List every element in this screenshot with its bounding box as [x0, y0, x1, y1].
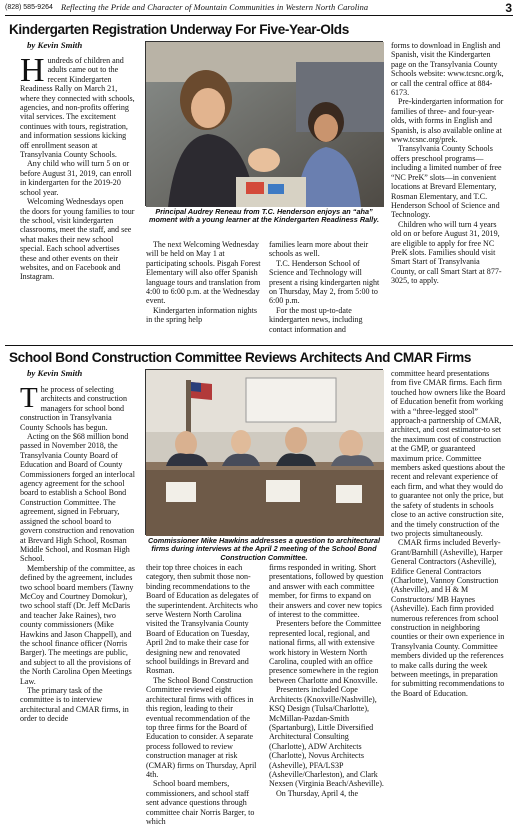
paragraph: he process of selecting architects and construction managers for school bond construction in Transylvania County Schools has begun.	[20, 385, 127, 432]
paragraph: Kindergarten information nights in the spring help	[146, 305, 257, 325]
story2-photo	[145, 369, 383, 535]
paragraph: Transylvania County Schools offers preschool programs—including a limited number of free “NC PreK” slots—in convenient locations at Brevard Elementary, Rosman Elementary, and T.C. Henderson School of Science and Technology.	[391, 144, 502, 220]
story2-headline: School Bond Construction Committee Reviews Architects And CMAR Firms	[9, 350, 471, 365]
story2-column-2	[146, 563, 261, 826]
paragraph: their top three choices in each category, then submit those non-binding recommendations to the Board of Education as delegates of the superintendent. Architects who serve Western North Carolina visited the Transylvania County Board of Education on Tuesday, April 2nd to make their case for designing new and renovated school buildings in Brevard and Rosman.	[146, 563, 259, 676]
paragraph: families learn more about their schools as well.	[269, 240, 369, 259]
paragraph: Children who will turn 4 years old on or before August 31, 2019, are eligible to apply for free NC PreK slots. Families should visit Smart Start of Transylvania County, or call Smart Start at 877-3025, to apply.	[391, 219, 502, 286]
paragraph: Welcoming Wednesdays open the doors for young families to tour the school, visit kindergarten classrooms, meet the staff, and see what makes their new school special. Each school advertises these and other events on their websites, and on Facebook and Instagram.	[20, 197, 135, 282]
paragraph: The next Welcoming Wednesday will be held on May 1 at participating schools. Pisgah Forest Elementary will also offer Spanish language tours and translation from 4:00 to 6:00 p.m. at the Wednesday event.	[146, 240, 261, 306]
story2-column-1	[20, 382, 135, 724]
story1-column-1	[20, 52, 135, 282]
paragraph: committee heard presentations from five CMAR firms. Each firm touched how owners like the Board of Education benefit from working with a “three-legged stool” approach-a partnership of CMAR, architect, and cost estimator-to set the maximum cost of construction at the GMP, or guaranteed maximum price. Committee members asked questions about the recent and relevant experience of each firm, and what they would do to guarantee not only the price, but the safety of students in schools close to an active construction site, and the timely construction of the two projects simultaneously.	[391, 369, 506, 538]
classroom-photo-image	[146, 42, 384, 207]
story1-byline: by Kevin Smith	[27, 40, 83, 50]
paragraph: Presenters before the Committee represented local, regional, and national firms, all with extensive work history in Western North Carolina, coupled with an office presence somewhere in the region between Charlotte and Knoxville.	[269, 619, 382, 685]
paragraph: School board members, commissioners, and school staff sent advance questions through committee chair Norris Barger, to which	[146, 779, 255, 826]
story1-caption: Principal Audrey Reneau from T.C. Henderson enjoys an “aha” moment with a young learner at the Kindergarten Readiness Rally.	[148, 207, 380, 225]
paragraph: Acting on the $68 million bond passed in November 2018, the Transylvania County Board of Education and Board of County Commissioners forged an interlocal agency agreement for the school board to establish a School Bond Construction Committee. The agreement, signed in February, assigned the school board to govern construction and renovation at Brevard High School, Rosman Middle School, and Rosman High School.	[20, 432, 135, 564]
story2-caption: Commissioner Mike Hawkins addresses a question to architectural firms during interviews at the April 2 meeting of the School Bond Construction Committee.	[148, 536, 380, 562]
story1-column-3	[269, 240, 384, 334]
paragraph: Presenters included Cope Architects (Knoxville/Nashville), KSQ Design (Tulsa/Charlotte), McMillan-Pazdan-Smith (Spartanburg), Little Diversified Architectural Consulting (Charlotte), ADW Architects (Charlotte), Novus Architects (Asheville), PFA/LS3P (Asheville/Charleston), and Clark Nexsen (Virginia Beach/Asheville).	[269, 685, 384, 789]
paragraph: Membership of the committee, as defined by the agreement, includes two school board members (Tawny McCoy and Courtney Domokur), two school staff (Dr. Jeff McDaris and teacher Jake Raines), two county commissioners (Mike Hawkins and Jason Chappell), and the school finance officer (Norris Barger). The meetings are public, and subject to all the provisions of the North Carolina Open Meetings Law.	[20, 563, 135, 686]
page-header	[5, 3, 513, 16]
paragraph: T.C. Henderson School of Science and Technology will present a rising kindergarten night on Thursday, May 2, from 5:00 to 6:00 p.m.	[269, 258, 380, 306]
story1-column-2	[146, 240, 261, 325]
story2-column-3	[269, 563, 384, 798]
story2-column-4	[391, 369, 506, 698]
page-number: 3	[505, 1, 512, 15]
paragraph: On Thursday, April 4, the	[276, 788, 359, 798]
story1-headline: Kindergarten Registration Underway For Five-Year-Olds	[9, 22, 349, 37]
paragraph: The School Bond Construction Committee reviewed eight architectural firms with offices in this region, leading to their eventual recommendation of the top three firms for the Board of Education to consider. A separate process followed to review construction manager at risk (CMAR) firms on Thursday, April 4th.	[146, 675, 257, 779]
story1-dropcap: H	[20, 52, 45, 89]
header-phone: (828) 585-9264	[5, 4, 53, 11]
section-divider	[5, 345, 513, 346]
header-tagline: Reflecting the Pride and Character of Mountain Communities in Western North Carolina	[61, 3, 369, 12]
story2-byline: by Kevin Smith	[27, 368, 83, 378]
paragraph: undreds of children and adults came out to the recent Kindergarten Readiness Rally on March 21, where they connected with schools, agencies, and non-profits offering vital services. The excitement continues with tours, registration, and information sessions kicking off enrollment season at Transylvania County Schools.	[20, 56, 135, 160]
paragraph: forms to download in English and Spanish, visit the Kindergarten page on the Transylvania County Schools website: www.tcsnc.org/k, or call the central office at 884-6173.	[391, 41, 504, 98]
paragraph: For the most up-to-date kindergarten news, including contact information and	[269, 305, 363, 334]
story1-photo	[145, 41, 383, 206]
paragraph: Any child who will turn 5 on or before August 31, 2019, can enroll in kindergarten for the 2019-20 school year.	[20, 159, 132, 197]
paragraph: The primary task of the committee is to interview architectural and CMAR firms, in order to decide	[20, 686, 129, 724]
story2-dropcap: T	[20, 382, 38, 414]
paragraph: Pre-kindergarten information for families of three- and four-year-olds, with forms in English and Spanish, is also available online at www.tcsnc.org/prek.	[391, 97, 504, 145]
meeting-photo-image	[146, 370, 384, 536]
paragraph: firms responded in writing. Short presentations, followed by question and answer with each committee member, for firms to expand on their answers and cover new topics of interest to the committee.	[269, 563, 384, 620]
story1-column-4	[391, 41, 506, 286]
paragraph: CMAR firms included Beverly-Grant/Barnhill (Asheville), Harper General Contractors (Asheville), Edifice General Contractors (Charlotte), Vannoy Construction (Asheville), and H & M Constructors/ MB Haynes (Asheville). Each firm provided numerous references from school construction in neighboring counties or their own experience in Transylvania County. Committee members divided up the references to make calls during the week between meetings, in preparation for submitting recommendations to the Board of Education.	[391, 538, 505, 698]
